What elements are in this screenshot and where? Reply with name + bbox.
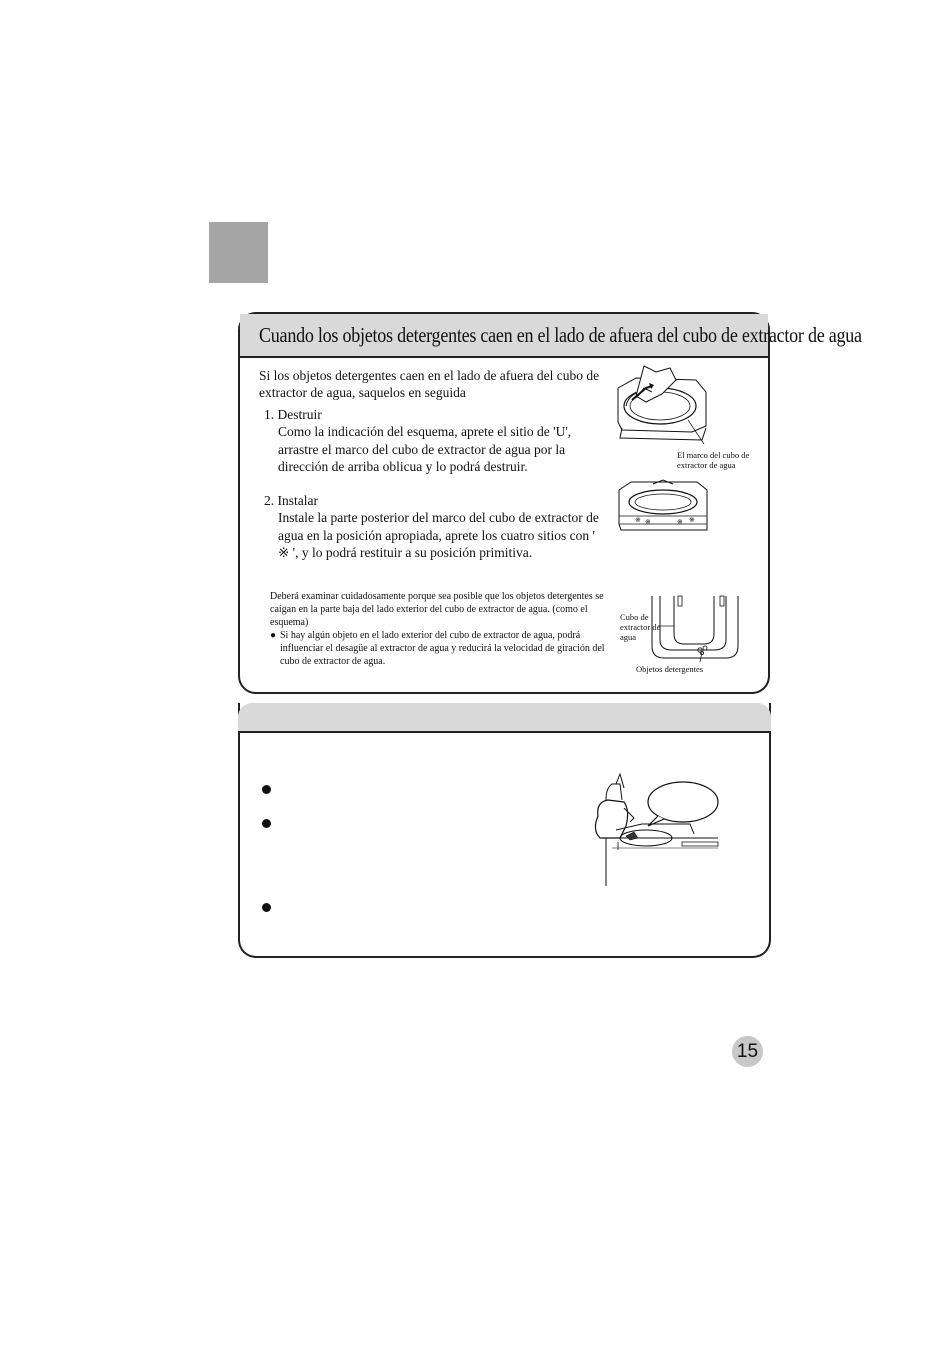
remove-frame-illustration (616, 366, 708, 448)
fig3-label-left: Cubo de extractor de agua (620, 612, 661, 642)
page-number-badge: 15 (732, 1036, 763, 1067)
second-section-panel (238, 703, 771, 958)
svg-text:※: ※ (689, 516, 695, 524)
step2-title: 2. Instalar (264, 493, 318, 508)
section-marker-square (209, 222, 268, 283)
detergent-section-panel (238, 312, 862, 694)
install-frame-illustration (617, 480, 709, 542)
bullet-icon (262, 819, 271, 828)
note-bullet-text: Si hay algún objeto en el lado exterior del cubo de extractor de agua, podrá influenciar el desagüe al extractor de agua y reducirá la velocidad de giración del cubo de extractor de agua. (280, 630, 605, 667)
cross-section-illustration (648, 592, 743, 662)
bullet-dot-icon: ● (270, 630, 277, 641)
fig3-label-bottom: Objetos detergentes (636, 664, 704, 674)
bullet-icon (262, 785, 271, 794)
fig1-label: El marco del cubo de extractor de agua (677, 450, 750, 470)
note-bullet (270, 629, 605, 668)
svg-text:※: ※ (635, 516, 641, 524)
step2-body: Instale la parte posterior del marco del cubo de extractor de agua en la posición apropiada, aprete los cuatro sitios con ' ※ ', y lo podrá restituir a su posición primitiva. (278, 510, 599, 560)
bullet-icon (262, 903, 271, 912)
section-title: Cuando los objetos detergentes caen en el lado de afuera del cubo de extractor de agua (259, 322, 862, 347)
second-section-header (238, 703, 771, 733)
step1-body: Como la indicación del esquema, aprete el sitio de 'U', arrastre el marco del cubo de extractor de agua por la dirección de arriba oblicua y lo podrá destruir. (278, 424, 572, 474)
kettle-pouring-illustration (586, 780, 721, 892)
svg-text:※: ※ (645, 518, 651, 526)
svg-text:※: ※ (677, 518, 683, 526)
note-text: Deberá examinar cuidadosamente porque sea posible que los objetos detergentes se caigan en la parte baja del lado exterior del cubo de extractor de agua. (como el esquema) (270, 591, 604, 628)
section-header (240, 314, 862, 358)
step1-title: 1. Destruir (264, 407, 322, 422)
intro-text: Si los objetos detergentes caen en el lado de afuera del cubo de extractor de agua, saquelos en seguida (259, 368, 600, 400)
note-block (270, 590, 605, 668)
